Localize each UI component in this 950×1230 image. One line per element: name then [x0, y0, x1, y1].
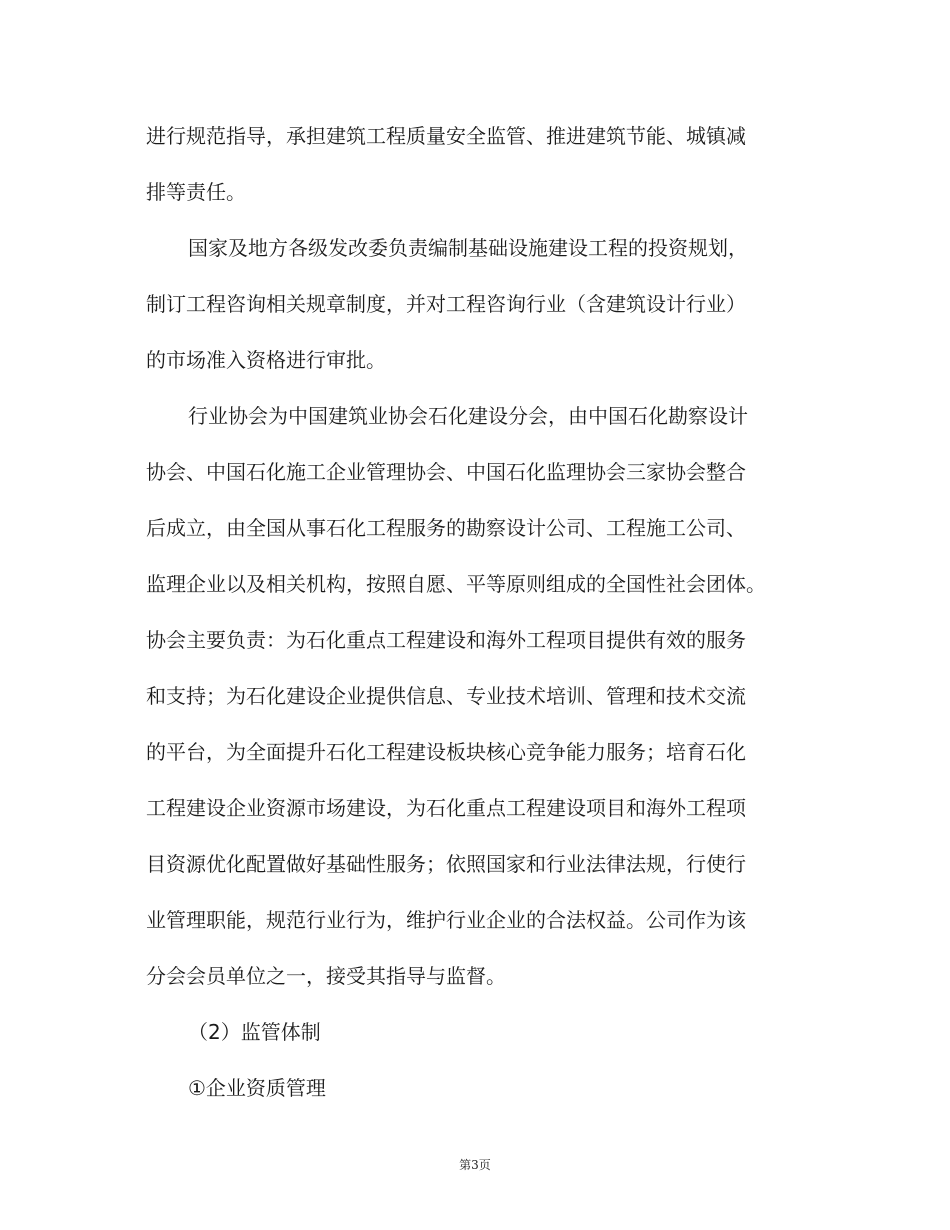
text-line: 目资源优化配置做好基础性服务；依照国家和行业法律法规，行使行: [146, 852, 746, 876]
paragraph-start-line: 行业协会为中国建筑业协会石化建设分会，由中国石化勘察设计: [188, 404, 748, 428]
text-line: 和支持；为石化建设企业提供信息、专业技术培训、管理和技术交流: [146, 684, 746, 708]
text-line: 业管理职能，规范行业行为，维护行业企业的合法权益。公司作为该: [146, 908, 746, 932]
text-line: 的平台，为全面提升石化工程建设板块核心竞争能力服务；培育石化: [146, 740, 746, 764]
subsection-heading: ①企业资质管理: [188, 1076, 326, 1100]
section-heading: （2）监管体制: [188, 1020, 321, 1044]
text-line: 协会主要负责：为石化重点工程建设和海外工程项目提供有效的服务: [146, 628, 746, 652]
text-line: 的市场准入资格进行审批。: [146, 348, 386, 372]
text-line: 工程建设企业资源市场建设，为石化重点工程建设项目和海外工程项: [146, 796, 746, 820]
paragraph-start-line: 国家及地方各级发改委负责编制基础设施建设工程的投资规划，: [188, 236, 748, 260]
text-line: 进行规范指导，承担建筑工程质量安全监管、推进建筑节能、城镇减: [146, 124, 746, 148]
text-line: 后成立，由全国从事石化工程服务的勘察设计公司、工程施工公司、: [146, 516, 746, 540]
text-line: 制订工程咨询相关规章制度，并对工程咨询行业（含建筑设计行业）: [146, 292, 746, 316]
text-line: 监理企业以及相关机构，按照自愿、平等原则组成的全国性社会团体。: [146, 572, 766, 596]
text-line: 协会、中国石化施工企业管理协会、中国石化监理协会三家协会整合: [146, 460, 746, 484]
text-line: 排等责任。: [146, 180, 246, 204]
text-line: 分会会员单位之一，接受其指导与监督。: [146, 964, 506, 988]
page-number: 第3页: [459, 1158, 491, 1172]
